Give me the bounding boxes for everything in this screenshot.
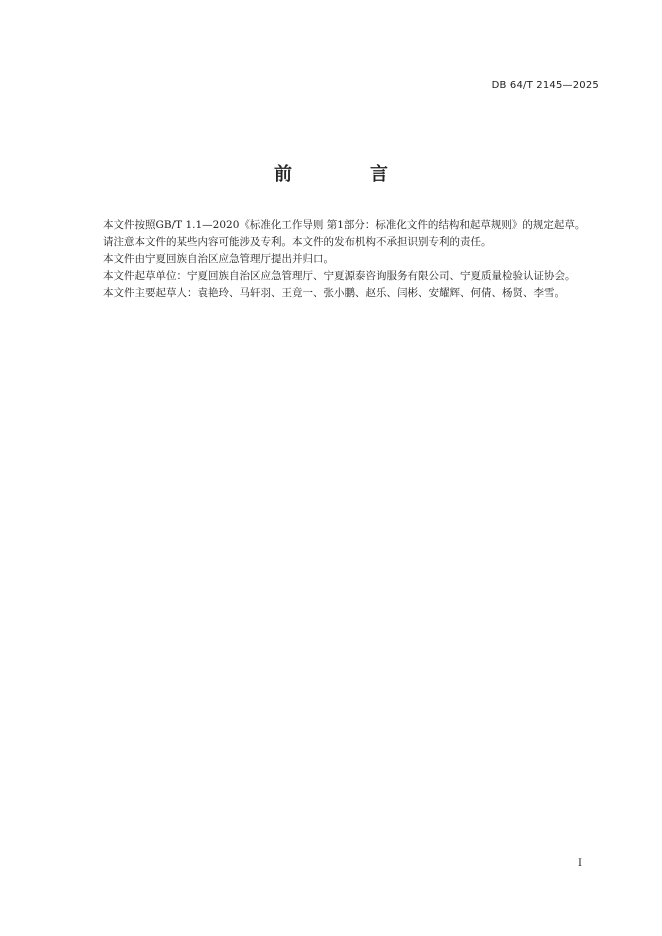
paragraph-patent-notice: 请注意本文件的某些内容可能涉及专利。本文件的发布机构不承担识别专利的责任。	[103, 236, 492, 248]
paragraph-drafting-units: 本文件起草单位：宁夏回族自治区应急管理厅、宁夏源泰咨询服务有限公司、宁夏质量检验认证协会。	[103, 270, 576, 282]
foreword-body	[82, 217, 600, 302]
section-title: 前 言	[274, 164, 418, 185]
paragraph-proposer: 本文件由宁夏回族自治区应急管理厅提出并归口。	[103, 253, 334, 265]
paragraph-drafting-rules: 本文件按照GB/T 1.1—2020《标准化工作导则 第1部分：标准化文件的结构和起草规则》的规定起草。	[103, 219, 586, 231]
page-number: I	[578, 858, 582, 869]
document-code: DB 64/T 2145—2025	[491, 80, 599, 91]
paragraph-drafters: 本文件主要起草人：袁艳玲、马轩羽、王竟一、张小鹏、赵乐、闫彬、安耀辉、何倩、杨贤、李雪。	[103, 287, 565, 299]
